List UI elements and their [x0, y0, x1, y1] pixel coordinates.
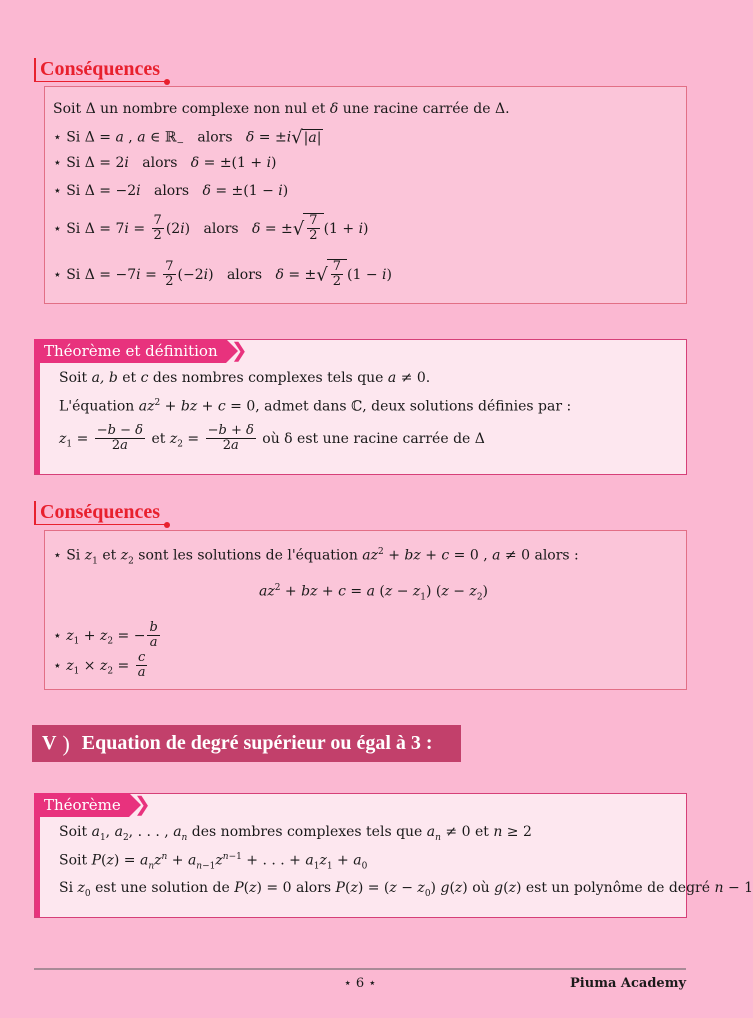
page-number: ⋆ 6 ⋆ [343, 976, 377, 991]
theorem-tag: Théorème ❯ [34, 793, 129, 817]
theorem-line-1: Soit a, b et c des nombres complexes tels que a ≠ 0. [59, 370, 431, 386]
title-dot-icon [164, 522, 170, 528]
theorem-line-3: Si $z_0$ est une solution de P(z) = 0 alors $P(z) = (z - z_0)$ g(z) où g(z) est un polynôme de degré n − 1 [59, 880, 753, 899]
consequences-box-2 [44, 530, 687, 690]
intro-line: Soit Δ un nombre complexe non nul et δ une racine carrée de Δ. [53, 101, 510, 117]
theorem-line-2: Soit $P(z) = a_nz^n + a_{n-1}z^{n-1}$ + . . . + $a_1z_1 + a_0$ [59, 852, 368, 872]
chevron-right-icon: ❯ [133, 792, 151, 816]
theorem-line-2: L'équation $az^2$ + bz + c = 0, admet dans ℂ, deux solutions définies par : [59, 398, 572, 415]
case-minus-7i: ⋆ Si Δ = −7i = $\frac{7}{2}$ (−2i) alors δ = ±√ $\frac{7}{2}$ (1 − i) [53, 259, 392, 290]
footer-brand: Piuma Academy [570, 976, 686, 991]
consequences-box-1 [44, 86, 687, 304]
chevron-right-icon: ❯ [230, 338, 248, 362]
sum-line: ⋆ $z_1 + z_2$ = − $\frac{b}{a}$ [53, 620, 158, 651]
consequences-title-2: Conséquences [34, 501, 166, 525]
factorization-line: $az^2$ + bz + c = a $(z - z_1)$ $(z - z_2)$ [259, 583, 489, 603]
section-number: V [42, 732, 57, 754]
theorem-line-3: $z_1$ = $\frac{-b - \delta}{2a}$ et $z_2$ = $\frac{-b + \delta}{2a}$ où δ est une racine carrée de Δ [59, 423, 485, 454]
section-paren: ) [62, 730, 70, 756]
solutions-line: ⋆ Si $z_1$ et $z_2$ sont les solutions de l'équation $az^2$ + bz + c = 0 , a ≠ 0 alors : [53, 547, 579, 567]
section-title: Equation de degré supérieur ou égal à 3 : [81, 732, 433, 754]
section-header [32, 725, 461, 762]
title-dot-icon [164, 79, 170, 85]
case-7i: ⋆ Si Δ = 7i = $\frac{7}{2}$ (2i) alors δ = ±√ $\frac{7}{2}$ (1 + i) [53, 213, 369, 244]
case-minus-2i: ⋆ Si Δ = −2i alors δ = ±(1 − i) [53, 183, 289, 199]
theorem-line-1: Soit $a_1$, $a_2$, . . . , $a_n$ des nombres complexes tels que $a_n \ne 0$ et n ≥ 2 [59, 824, 532, 843]
consequences-title-1: Conséquences [34, 58, 166, 82]
theorem-definition-tag: Théorème et définition ❯ [34, 339, 226, 363]
case-2i: ⋆ Si Δ = 2i alors δ = ±(1 + i) [53, 155, 277, 171]
footer-rule [34, 968, 686, 970]
product-line: ⋆ $z_1 \times z_2$ = $\frac{c}{a}$ [53, 650, 146, 681]
case-real-negative: ⋆ Si Δ = a , a ∈ ℝ$_-$ alors δ = ±i√|a| [53, 127, 322, 149]
